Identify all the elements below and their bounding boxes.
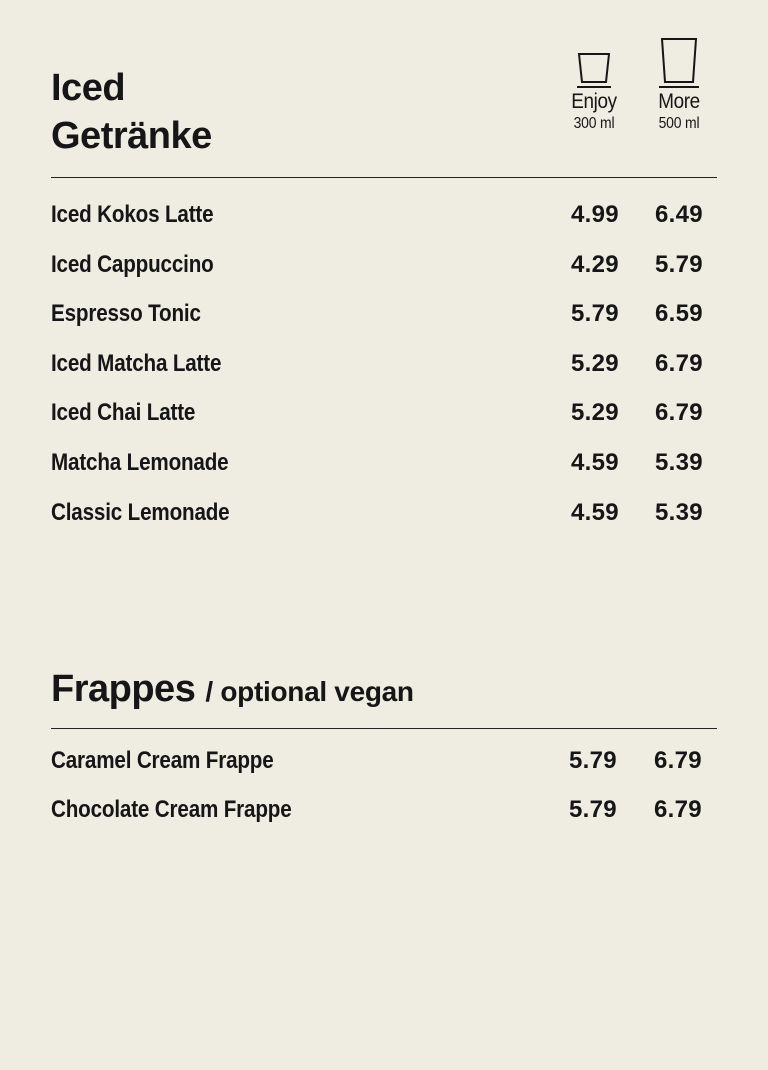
price-enjoy: 4.59: [571, 449, 619, 476]
menu-row: [51, 396, 717, 430]
price-enjoy: 4.29: [571, 251, 619, 278]
menu-row: [51, 446, 717, 480]
small-cup-icon: [576, 50, 612, 90]
frappes-section-title: [51, 664, 414, 717]
frappes-subtitle: / optional vegan: [205, 676, 414, 707]
item-name: Matcha Lemonade: [51, 449, 229, 476]
item-name: Iced Matcha Latte: [51, 350, 222, 377]
price-more: 6.79: [655, 350, 703, 377]
price-enjoy: 5.79: [571, 300, 619, 327]
item-name: Classic Lemonade: [51, 499, 230, 526]
price-enjoy: 4.99: [571, 201, 619, 228]
menu-row: [51, 793, 717, 827]
price-more: 6.79: [654, 747, 702, 774]
price-more: 6.49: [655, 201, 703, 228]
item-name: Chocolate Cream Frappe: [51, 796, 292, 823]
iced-title-line1: Iced: [51, 67, 126, 109]
item-name: Iced Kokos Latte: [51, 201, 214, 228]
iced-divider: [51, 177, 717, 178]
frappes-title-text: Frappes: [51, 668, 196, 710]
item-name: Iced Cappuccino: [51, 251, 214, 278]
menu-row: [51, 198, 717, 232]
price-more: 6.59: [655, 300, 703, 327]
menu-row: [51, 297, 717, 331]
size-volume-enjoy: 300 ml: [573, 115, 615, 132]
price-more: 5.39: [655, 499, 703, 526]
price-enjoy: 4.59: [571, 499, 619, 526]
price-more: 6.79: [654, 796, 702, 823]
iced-section-title: [51, 64, 212, 160]
price-enjoy: 5.29: [571, 350, 619, 377]
price-more: 6.79: [655, 399, 703, 426]
size-name-enjoy: Enjoy: [571, 90, 617, 113]
size-column-enjoy: [554, 50, 634, 134]
price-enjoy: 5.79: [569, 796, 617, 823]
size-column-more: [639, 36, 719, 134]
menu-row: [51, 248, 717, 282]
item-name: Espresso Tonic: [51, 300, 201, 327]
menu-row: [51, 744, 717, 778]
price-enjoy: 5.29: [571, 399, 619, 426]
price-more: 5.79: [655, 251, 703, 278]
price-more: 5.39: [655, 449, 703, 476]
size-name-more: More: [658, 90, 700, 113]
price-enjoy: 5.79: [569, 747, 617, 774]
large-cup-icon: [658, 36, 700, 90]
size-volume-more: 500 ml: [658, 115, 700, 132]
iced-title-line2: Getränke: [51, 115, 212, 157]
menu-row: [51, 496, 717, 530]
frappes-divider: [51, 728, 717, 729]
item-name: Caramel Cream Frappe: [51, 747, 274, 774]
item-name: Iced Chai Latte: [51, 399, 196, 426]
menu-row: [51, 347, 717, 381]
